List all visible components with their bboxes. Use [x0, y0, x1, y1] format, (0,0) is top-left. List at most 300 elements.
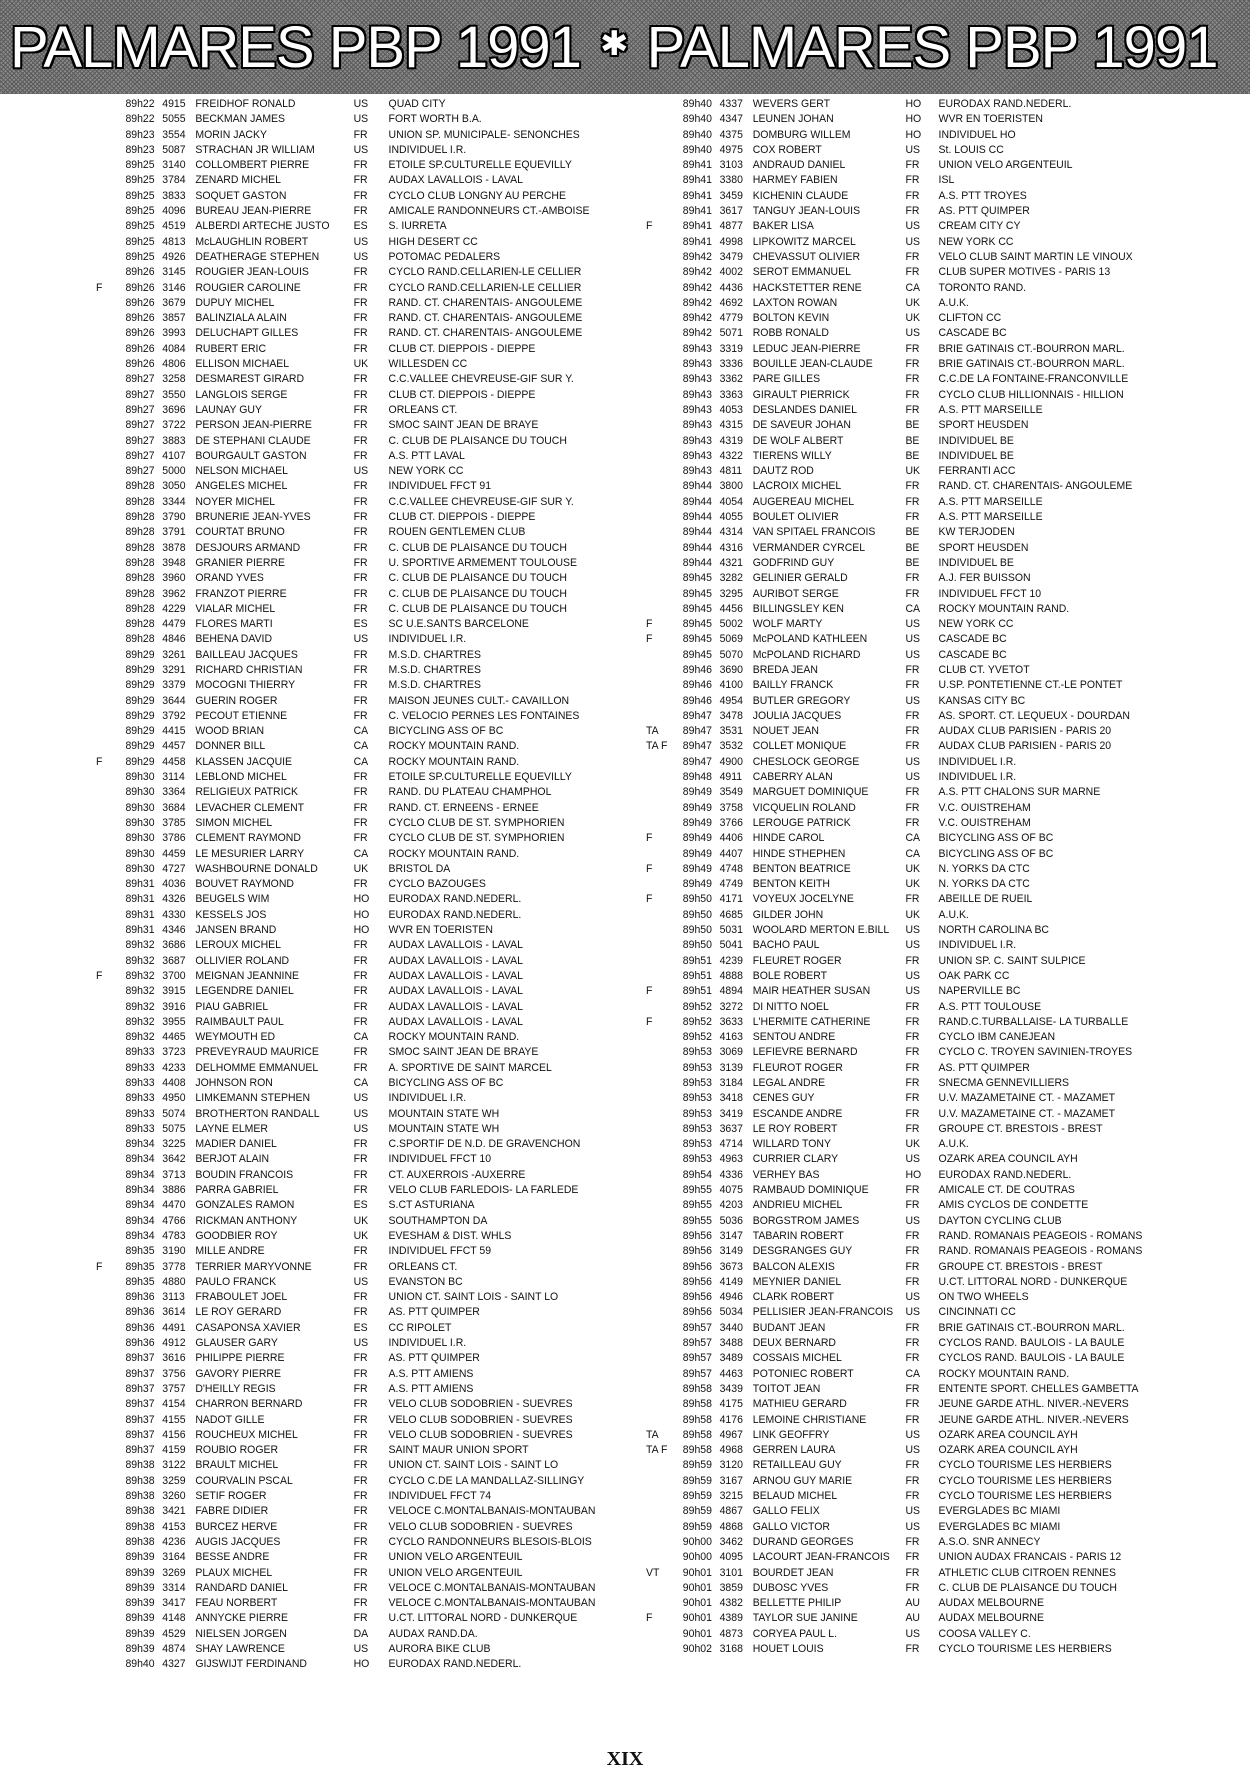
result-time: 89h47: [682, 725, 712, 738]
result-time: 89h56: [682, 1229, 712, 1242]
result-row: [646, 1275, 1161, 1290]
result-cty: FR: [905, 1184, 920, 1197]
result-club: A.U.K.: [938, 296, 969, 309]
result-num: 4053: [719, 403, 743, 416]
result-name: GIRAULT PIERRICK: [752, 388, 850, 401]
result-club: CYCLO RAND.CELLARIEN-LE CELLIER: [388, 266, 582, 279]
result-num: 4975: [719, 143, 743, 156]
result-cty: FR: [905, 205, 920, 218]
result-num: 3790: [162, 511, 186, 524]
result-time: 89h58: [682, 1444, 712, 1457]
result-club: AMICALE CT. DE COUTRAS: [938, 1184, 1075, 1197]
result-club: C.SPORTIF DE N.D. DE GRAVENCHON: [388, 1138, 581, 1151]
result-row: [96, 112, 597, 127]
result-club: OZARK AREA COUNCIL AYH: [938, 1428, 1078, 1441]
result-row: [646, 1550, 1161, 1565]
result-cty: FR: [905, 1229, 920, 1242]
result-name: NADOT GILLE: [195, 1413, 265, 1426]
result-row: [646, 1305, 1161, 1320]
result-club: V.C. OUISTREHAM: [938, 816, 1031, 829]
result-cty: HO: [905, 1168, 922, 1181]
result-cty: US: [905, 633, 921, 646]
result-name: TANGUY JEAN-LOUIS: [752, 205, 861, 218]
result-cty: CA: [353, 1031, 369, 1044]
result-name: DONNER BILL: [195, 740, 266, 753]
result-row: [96, 892, 597, 907]
result-club: ORLEANS CT.: [388, 403, 458, 416]
result-row: [96, 1168, 597, 1183]
result-cty: FR: [353, 786, 368, 799]
result-num: 3886: [162, 1184, 186, 1197]
result-club: EURODAX RAND.NEDERL.: [388, 893, 522, 906]
result-num: 3419: [719, 1107, 743, 1120]
result-name: AUGEREAU MICHEL: [752, 495, 855, 508]
result-time: 89h42: [682, 312, 712, 325]
result-row: [646, 388, 1161, 403]
result-club: St. LOUIS CC: [938, 143, 1004, 156]
result-club: WVR EN TOERISTEN: [388, 924, 493, 937]
result-row: [646, 892, 1161, 907]
result-row: [96, 770, 597, 785]
result-cty: FR: [353, 541, 368, 554]
result-name: AURIBOT SERGE: [752, 587, 839, 600]
result-cty: FR: [353, 373, 368, 386]
result-cty: FR: [353, 495, 368, 508]
result-time: 89h27: [125, 449, 155, 462]
result-club: ROCKY MOUNTAIN RAND.: [388, 740, 520, 753]
result-time: 89h36: [125, 1337, 155, 1350]
result-num: 3314: [162, 1581, 186, 1594]
result-club: CYCLO CLUB LONGNY AU PERCHE: [388, 189, 566, 202]
result-time: 89h53: [682, 1061, 712, 1074]
result-num: 4321: [719, 556, 743, 569]
result-club: A.S. PTT AMIENS: [388, 1382, 474, 1395]
result-cty: BE: [905, 434, 920, 447]
result-row: [646, 1107, 1161, 1122]
result-num: 3258: [162, 373, 186, 386]
result-time: 89h51: [682, 954, 712, 967]
result-cty: FR: [353, 663, 368, 676]
result-club: SPORT HEUSDEN: [938, 419, 1029, 432]
result-cty: FR: [905, 1566, 920, 1579]
result-name: BOULET OLIVIER: [752, 511, 839, 524]
result-row: [646, 449, 1161, 464]
result-cty: US: [905, 1627, 921, 1640]
result-club: ROCKY MOUNTAIN RAND.: [938, 602, 1070, 615]
result-row: [96, 1458, 597, 1473]
result-time: 89h26: [125, 342, 155, 355]
result-name: LE ROY GERARD: [195, 1306, 282, 1319]
result-name: KLASSEN JACQUIE: [195, 755, 293, 768]
result-time: 89h28: [125, 587, 155, 600]
result-time: 89h43: [682, 373, 712, 386]
result-club: AUDAX MELBOURNE: [938, 1597, 1044, 1610]
result-time: 89h27: [125, 388, 155, 401]
result-cty: FR: [905, 663, 920, 676]
result-cty: FR: [905, 403, 920, 416]
result-cty: FR: [905, 1551, 920, 1564]
result-time: 89h55: [682, 1214, 712, 1227]
result-cty: FR: [905, 1398, 920, 1411]
result-club: INDIVIDUEL FFCT 59: [388, 1245, 492, 1258]
result-name: LEFIEVRE BERNARD: [752, 1046, 858, 1059]
result-cty: CA: [905, 847, 921, 860]
result-num: 5070: [719, 648, 743, 661]
result-club: AS. PTT QUIMPER: [388, 1306, 480, 1319]
result-row: [96, 1489, 597, 1504]
result-flag: VT: [646, 1566, 660, 1579]
result-cty: UK: [353, 1214, 369, 1227]
result-name: PARE GILLES: [752, 373, 821, 386]
result-club: SC U.E.SANTS BARCELONE: [388, 618, 529, 631]
result-cty: FR: [905, 495, 920, 508]
result-row: [96, 1336, 597, 1351]
result-name: BUREAU JEAN-PIERRE: [195, 205, 312, 218]
result-cty: BE: [905, 419, 920, 432]
result-cty: HO: [353, 924, 370, 937]
result-cty: UK: [353, 358, 369, 371]
result-time: 89h49: [682, 862, 712, 875]
result-row: [646, 1168, 1161, 1183]
result-cty: US: [353, 1642, 369, 1655]
result-time: 89h29: [125, 755, 155, 768]
result-club: U. SPORTIVE ARMEMENT TOULOUSE: [388, 556, 578, 569]
result-name: ESCANDE ANDRE: [752, 1107, 843, 1120]
result-row: [96, 969, 597, 984]
result-cty: FR: [353, 1046, 368, 1059]
result-name: COURTAT BRUNO: [195, 526, 285, 539]
result-time: 89h50: [682, 893, 712, 906]
result-name: LEBLOND MICHEL: [195, 771, 287, 784]
result-name: DE STEPHANI CLAUDE: [195, 434, 311, 447]
result-row: [96, 219, 597, 234]
result-time: 89h38: [125, 1474, 155, 1487]
result-name: MATHIEU GERARD: [752, 1398, 847, 1411]
result-cty: FR: [353, 1413, 368, 1426]
result-cty: FR: [905, 1107, 920, 1120]
result-num: 3878: [162, 541, 186, 554]
result-time: 89h33: [125, 1107, 155, 1120]
result-cty: HO: [353, 893, 370, 906]
result-row: [646, 1611, 1161, 1626]
result-row: [646, 1428, 1161, 1443]
result-club: INDIVIDUEL FFCT 10: [388, 1153, 492, 1166]
result-name: LEGAL ANDRE: [752, 1077, 826, 1089]
result-name: HOUET LOUIS: [752, 1642, 824, 1655]
result-num: 4806: [162, 358, 186, 371]
result-name: BECKMAN JAMES: [195, 113, 286, 126]
result-row: [646, 265, 1161, 280]
result-time: 89h55: [682, 1184, 712, 1197]
result-cty: FR: [353, 1535, 368, 1548]
result-flag: F: [646, 633, 653, 646]
result-club: ROCKY MOUNTAIN RAND.: [388, 1031, 520, 1044]
result-time: 89h27: [125, 419, 155, 432]
result-num: 3723: [162, 1046, 186, 1059]
result-num: 4867: [719, 1505, 743, 1518]
result-time: 89h50: [682, 924, 712, 937]
result-row: [646, 495, 1161, 510]
result-row: [646, 128, 1161, 143]
result-club: SNECMA GENNEVILLIERS: [938, 1077, 1070, 1089]
result-name: MEIGNAN JEANNINE: [195, 969, 300, 982]
result-cty: FR: [905, 1535, 920, 1548]
result-club: AUDAX LAVALLOIS - LAVAL: [388, 985, 523, 998]
result-club: CASCADE BC: [938, 648, 1007, 661]
result-time: 89h45: [682, 618, 712, 631]
result-club: CLUB SUPER MOTIVES - PARIS 13: [938, 266, 1111, 279]
result-club: VELO CLUB SAINT MARTIN LE VINOUX: [938, 250, 1133, 263]
result-time: 89h39: [125, 1627, 155, 1640]
result-row: [96, 877, 597, 892]
result-row: [646, 1489, 1161, 1504]
result-cty: US: [905, 648, 921, 661]
result-num: 4389: [719, 1612, 743, 1625]
header-banner: [0, 0, 1250, 94]
result-time: 89h34: [125, 1199, 155, 1212]
result-num: 5071: [719, 327, 743, 340]
result-club: UNION SP. C. SAINT SULPICE: [938, 954, 1086, 967]
result-club: NAPERVILLE BC: [938, 985, 1021, 998]
result-num: 4811: [719, 465, 743, 478]
result-time: 89h32: [125, 939, 155, 952]
result-time: 89h29: [125, 663, 155, 676]
result-row: [96, 739, 597, 754]
result-name: LINK GEOFFRY: [752, 1428, 830, 1441]
result-club: VELO CLUB FARLEDOIS- LA FARLEDE: [388, 1184, 579, 1197]
results-column-right: [646, 97, 1206, 1657]
result-cty: FR: [353, 709, 368, 722]
result-name: BREDA JEAN: [752, 663, 818, 676]
result-time: 89h53: [682, 1138, 712, 1151]
result-num: 4779: [719, 312, 743, 325]
result-num: 4315: [719, 419, 743, 432]
result-num: 3960: [162, 572, 186, 585]
result-num: 3800: [719, 480, 743, 493]
result-cty: FR: [353, 1428, 368, 1441]
result-row: [646, 877, 1161, 892]
result-cty: US: [905, 1291, 921, 1304]
result-name: MEYNIER DANIEL: [752, 1275, 842, 1288]
result-time: 89h30: [125, 862, 155, 875]
result-club: QUAD CITY: [388, 98, 446, 110]
result-cty: FR: [905, 587, 920, 600]
result-club: UNION VELO ARGENTEUIL: [388, 1566, 523, 1579]
result-row: [96, 1382, 597, 1397]
result-cty: FR: [353, 648, 368, 661]
result-club: ROUEN GENTLEMEN CLUB: [388, 526, 526, 539]
result-row: [646, 1474, 1161, 1489]
result-row: [646, 678, 1161, 693]
result-cty: FR: [905, 511, 920, 524]
result-time: 89h44: [682, 526, 712, 539]
result-cty: FR: [353, 1444, 368, 1457]
result-num: 3418: [719, 1092, 743, 1105]
result-row: [646, 862, 1161, 877]
result-row: [646, 1382, 1161, 1397]
result-club: BICYCLING ASS OF BC: [388, 1077, 504, 1089]
result-cty: FR: [905, 893, 920, 906]
result-cty: US: [905, 939, 921, 952]
result-time: 89h38: [125, 1459, 155, 1472]
result-club: CYCLOS RAND. BAULOIS - LA BAULE: [938, 1337, 1125, 1350]
result-cty: FR: [353, 771, 368, 784]
result-num: 4149: [719, 1275, 743, 1288]
result-name: GOODBIER ROY: [195, 1229, 278, 1242]
result-cty: US: [353, 1092, 369, 1105]
result-time: 89h44: [682, 495, 712, 508]
result-row: [96, 1367, 597, 1382]
result-cty: UK: [905, 465, 921, 478]
result-num: 4463: [719, 1367, 743, 1380]
result-num: 3269: [162, 1566, 186, 1579]
result-num: 3531: [719, 725, 743, 738]
result-num: 3833: [162, 189, 186, 202]
result-club: BICYCLING ASS OF BC: [938, 832, 1054, 845]
result-club: INDIVIDUEL I.R.: [938, 755, 1017, 768]
result-name: BOLTON KEVIN: [752, 312, 830, 325]
result-num: 3673: [719, 1260, 743, 1273]
result-row: [646, 1290, 1161, 1305]
result-club: CYCLO TOURISME LES HERBIERS: [938, 1490, 1112, 1503]
result-time: 89h40: [125, 1658, 155, 1671]
result-row: [96, 495, 597, 510]
result-row: [646, 694, 1161, 709]
result-name: BRAULT MICHEL: [195, 1459, 279, 1472]
result-row: [96, 1137, 597, 1152]
result-row: [96, 204, 597, 219]
result-time: 90h01: [682, 1597, 712, 1610]
result-row: [646, 1351, 1161, 1366]
result-club: CLIFTON CC: [938, 312, 1002, 325]
result-num: 4946: [719, 1291, 743, 1304]
result-time: 89h43: [682, 465, 712, 478]
result-row: [96, 1520, 597, 1535]
result-row: [646, 1229, 1161, 1244]
result-name: LEMOINE CHRISTIANE: [752, 1413, 867, 1426]
result-name: GERREN LAURA: [752, 1444, 836, 1457]
result-time: 89h25: [125, 189, 155, 202]
result-club: AMIS CYCLOS DE CONDETTE: [938, 1199, 1089, 1212]
result-club: INDIVIDUEL I.R.: [388, 143, 467, 156]
result-row: [646, 724, 1161, 739]
result-name: FREIDHOF RONALD: [195, 98, 296, 110]
result-row: [96, 785, 597, 800]
result-cty: FR: [353, 969, 368, 982]
result-name: LAUNAY GUY: [195, 403, 262, 416]
result-name: NOUET JEAN: [752, 725, 819, 738]
result-name: PARRA GABRIEL: [195, 1184, 279, 1197]
result-cty: FR: [905, 1581, 920, 1594]
result-club: CYCLO TOURISME LES HERBIERS: [938, 1474, 1112, 1487]
result-name: BACHO PAUL: [752, 939, 820, 952]
result-num: 4470: [162, 1199, 186, 1212]
result-name: JOULIA JACQUES: [752, 709, 842, 722]
result-row: [646, 954, 1161, 969]
result-time: 89h41: [682, 235, 712, 248]
result-name: LAXTON ROWAN: [752, 296, 838, 309]
result-club: CYCLO IBM CANEJEAN: [938, 1031, 1056, 1044]
result-row: [646, 403, 1161, 418]
result-club: BRIE GATINAIS CT.-BOURRON MARL.: [938, 342, 1125, 355]
result-num: 4229: [162, 602, 186, 615]
result-cty: US: [905, 924, 921, 937]
result-row: [96, 250, 597, 265]
result-name: BOUILLE JEAN-CLAUDE: [752, 358, 873, 371]
result-name: ARNOU GUY MARIE: [752, 1474, 853, 1487]
result-time: 89h23: [125, 128, 155, 141]
result-cty: FR: [905, 1015, 920, 1028]
result-name: AUGIS JACQUES: [195, 1535, 281, 1548]
result-club: CC RIPOLET: [388, 1321, 452, 1334]
result-time: 89h56: [682, 1306, 712, 1319]
result-club: UNION SP. MUNICIPALE- SENONCHES: [388, 128, 580, 141]
result-num: 3459: [719, 189, 743, 202]
result-row: [96, 954, 597, 969]
result-time: 89h41: [682, 159, 712, 172]
result-num: 3690: [719, 663, 743, 676]
result-row: [96, 449, 597, 464]
result-time: 90h00: [682, 1551, 712, 1564]
result-cty: ES: [353, 618, 368, 631]
result-num: 3462: [719, 1535, 743, 1548]
result-time: 89h27: [125, 403, 155, 416]
result-club: FERRANTI ACC: [938, 465, 1016, 478]
result-time: 89h58: [682, 1428, 712, 1441]
result-num: 4456: [719, 602, 743, 615]
result-row: [96, 541, 597, 556]
result-cty: UK: [905, 1138, 921, 1151]
result-cty: FR: [353, 449, 368, 462]
result-time: 89h26: [125, 296, 155, 309]
result-name: LE ROY ROBERT: [752, 1122, 838, 1135]
result-num: 3259: [162, 1474, 186, 1487]
result-cty: FR: [353, 526, 368, 539]
result-time: 89h35: [125, 1245, 155, 1258]
result-club: C.C.VALLEE CHEVREUSE-GIF SUR Y.: [388, 373, 574, 386]
result-num: 4336: [719, 1168, 743, 1181]
result-club: SMOC SAINT JEAN DE BRAYE: [388, 419, 539, 432]
result-num: 3614: [162, 1306, 186, 1319]
result-time: 89h58: [682, 1398, 712, 1411]
result-name: DEATHERAGE STEPHEN: [195, 250, 320, 263]
result-time: 89h45: [682, 633, 712, 646]
result-name: POTONIEC ROBERT: [752, 1367, 854, 1380]
result-club: OZARK AREA COUNCIL AYH: [938, 1444, 1078, 1457]
result-club: AUDAX LAVALLOIS - LAVAL: [388, 1000, 523, 1013]
result-time: 89h37: [125, 1444, 155, 1457]
result-num: 3778: [162, 1260, 186, 1273]
result-time: 89h41: [682, 220, 712, 233]
result-num: 4100: [719, 679, 743, 692]
result-club: BICYCLING ASS OF BC: [388, 725, 504, 738]
result-cty: FR: [353, 1382, 368, 1395]
result-name: ZENARD MICHEL: [195, 174, 281, 187]
result-name: JOHNSON RON: [195, 1077, 273, 1089]
result-name: LIPKOWITZ MARCEL: [752, 235, 856, 248]
result-time: 89h36: [125, 1306, 155, 1319]
result-row: [646, 1030, 1161, 1045]
result-num: 3122: [162, 1459, 186, 1472]
result-name: WOOLARD MERTON E.BILL: [752, 924, 890, 937]
result-cty: US: [905, 1214, 921, 1227]
result-name: BENTON BEATRICE: [752, 862, 851, 875]
result-cty: FR: [905, 1092, 920, 1105]
result-num: 3319: [719, 342, 743, 355]
result-num: 4926: [162, 250, 186, 263]
result-cty: FR: [905, 373, 920, 386]
result-club: KANSAS CITY BC: [938, 694, 1026, 707]
